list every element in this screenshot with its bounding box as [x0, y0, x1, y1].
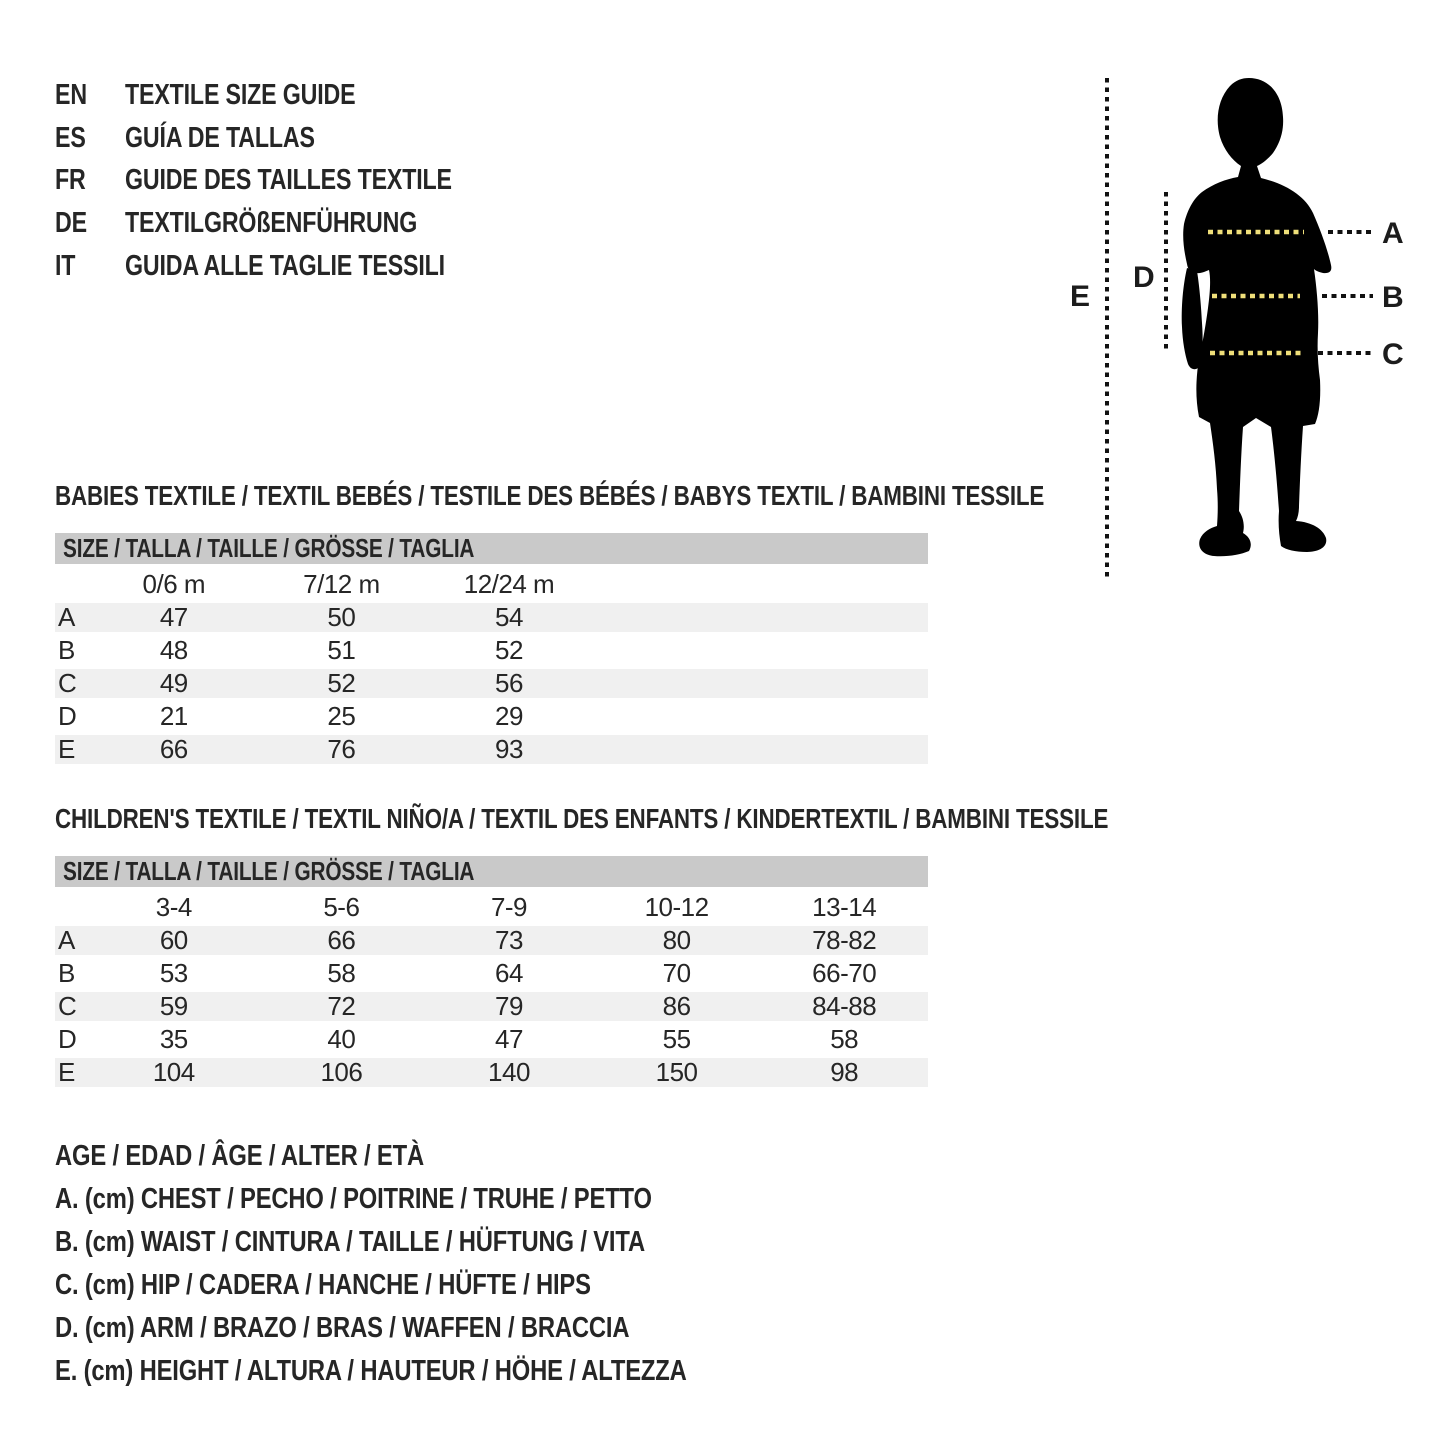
children-size-header-bar — [55, 856, 928, 887]
babies-title-text: BABIES TEXTILE / TEXTIL BEBÉS / TESTILE DES BÉBÉS / BABYS TEXTIL / BAMBINI TESSILE — [55, 480, 1045, 511]
table-row — [55, 1058, 928, 1087]
size-value-cell: 55 — [662, 1024, 691, 1054]
row-label: B — [58, 958, 75, 988]
size-value-cell: 56 — [495, 668, 523, 698]
size-value-cell: 60 — [159, 925, 188, 955]
table-row — [55, 735, 928, 764]
table-row — [55, 992, 928, 1021]
row-label: A — [58, 925, 75, 955]
row-label: D — [58, 701, 77, 731]
measure-label-b: B — [1382, 281, 1404, 314]
language-title: TEXTILGRÖßENFÜHRUNG — [125, 207, 418, 240]
size-value-cell: 51 — [327, 635, 356, 665]
size-value-cell: 78-82 — [812, 925, 877, 955]
size-value-cell: 80 — [662, 925, 691, 955]
size-value-cell: 53 — [159, 958, 188, 988]
size-value-cell: 98 — [830, 1057, 859, 1087]
legend-row-chest: A. (cm) CHEST / PECHO / POITRINE / TRUHE / PETTO — [55, 1183, 652, 1215]
table-row — [55, 926, 928, 955]
language-row — [55, 122, 534, 154]
column-header: 7/12 m — [303, 568, 380, 599]
size-value-cell: 66 — [159, 734, 188, 764]
size-header-text: SIZE / TALLA / TAILLE / GRÖSSE / TAGLIA — [63, 856, 475, 886]
size-value-cell: 25 — [327, 701, 356, 731]
size-value-cell: 50 — [327, 602, 356, 632]
children-section-title — [55, 804, 1372, 834]
size-value-cell: 70 — [662, 958, 691, 988]
measure-label-e: E — [1070, 280, 1091, 313]
language-code: FR — [55, 164, 86, 197]
language-row — [55, 207, 534, 239]
measure-label-a: A — [1382, 217, 1404, 250]
measure-label-c: C — [1382, 338, 1404, 371]
table-row — [55, 1025, 928, 1054]
babies-size-header-bar — [55, 533, 928, 564]
children-section — [55, 804, 1372, 1091]
language-title: TEXTILE SIZE GUIDE — [125, 79, 356, 111]
table-row — [55, 636, 928, 665]
row-label: B — [58, 635, 75, 665]
size-value-cell: 73 — [495, 925, 523, 955]
language-list — [55, 79, 534, 292]
size-value-cell: 54 — [495, 602, 523, 632]
legend-row-waist: B. (cm) WAIST / CINTURA / TAILLE / HÜFTUNG / VITA — [55, 1226, 645, 1258]
language-title: GUIDE DES TAILLES TEXTILE — [125, 164, 452, 197]
row-label: D — [58, 1024, 77, 1054]
row-label: A — [58, 602, 75, 632]
babies-size-table — [55, 569, 1292, 764]
size-value-cell: 72 — [327, 991, 356, 1021]
column-header: 5-6 — [323, 891, 360, 922]
language-row — [55, 250, 534, 282]
size-value-cell: 64 — [495, 958, 523, 988]
row-label: E — [58, 734, 75, 764]
size-value-cell: 47 — [495, 1024, 523, 1054]
child-silhouette-arm — [1182, 268, 1203, 369]
size-value-cell: 48 — [159, 635, 188, 665]
size-value-cell: 49 — [159, 668, 188, 698]
row-label: C — [58, 668, 77, 698]
babies-section-title — [55, 481, 1292, 511]
size-value-cell: 40 — [327, 1024, 356, 1054]
legend-row-age: AGE / EDAD / ÂGE / ALTER / ETÀ — [55, 1140, 424, 1172]
column-header: 3-4 — [155, 891, 192, 922]
size-value-cell: 106 — [320, 1057, 363, 1087]
children-size-table — [55, 892, 1372, 1087]
language-code: ES — [55, 121, 86, 154]
legend-row-arm: D. (cm) ARM / BRAZO / BRAS / WAFFEN / BRACCIA — [55, 1312, 630, 1344]
size-value-cell: 150 — [655, 1057, 698, 1087]
size-value-cell: 52 — [495, 635, 523, 665]
size-value-cell: 58 — [830, 1024, 859, 1054]
size-value-cell: 58 — [327, 958, 356, 988]
measurement-legend — [55, 1140, 825, 1398]
size-value-cell: 59 — [159, 991, 188, 1021]
column-header: 13-14 — [812, 891, 877, 922]
table-row — [55, 603, 928, 632]
size-value-cell: 66 — [327, 925, 356, 955]
row-label: C — [58, 991, 77, 1021]
legend-row-height: E. (cm) HEIGHT / ALTURA / HAUTEUR / HÖHE / ALTEZZA — [55, 1355, 687, 1387]
row-label: E — [58, 1057, 75, 1087]
size-value-cell: 76 — [327, 734, 356, 764]
size-header-text: SIZE / TALLA / TAILLE / GRÖSSE / TAGLIA — [63, 533, 475, 563]
size-value-cell: 35 — [159, 1024, 188, 1054]
legend-row-hip: C. (cm) HIP / CADERA / HANCHE / HÜFTE / HIPS — [55, 1269, 591, 1301]
language-row — [55, 79, 534, 111]
table-header-row — [55, 892, 928, 922]
size-value-cell: 79 — [495, 991, 523, 1021]
size-value-cell: 86 — [662, 991, 691, 1021]
size-value-cell: 104 — [152, 1057, 195, 1087]
size-value-cell: 140 — [488, 1057, 530, 1087]
column-header: 10-12 — [644, 891, 709, 922]
size-value-cell: 29 — [495, 701, 523, 731]
table-header-row — [55, 569, 928, 599]
language-title: GUÍA DE TALLAS — [125, 121, 315, 154]
table-row — [55, 959, 928, 988]
language-code: IT — [55, 249, 76, 282]
table-row — [55, 669, 928, 698]
language-row — [55, 164, 534, 196]
size-value-cell: 21 — [159, 701, 188, 731]
column-header: 0/6 m — [142, 568, 206, 599]
babies-section — [55, 481, 1292, 768]
language-code: EN — [55, 79, 87, 111]
table-row — [55, 702, 928, 731]
size-value-cell: 52 — [327, 668, 356, 698]
column-header: 7-9 — [490, 891, 528, 922]
size-value-cell: 84-88 — [812, 991, 877, 1021]
size-value-cell: 47 — [159, 602, 188, 632]
measure-label-d: D — [1133, 261, 1155, 294]
size-value-cell: 66-70 — [812, 958, 877, 988]
language-code: DE — [55, 207, 87, 240]
children-title-text: CHILDREN'S TEXTILE / TEXTIL NIÑO/A / TEXTIL DES ENFANTS / KINDERTEXTIL / BAMBINI TESSILE — [55, 803, 1109, 834]
column-header: 12/24 m — [463, 568, 555, 599]
language-title: GUIDA ALLE TAGLIE TESSILI — [125, 249, 445, 282]
size-value-cell: 93 — [495, 734, 523, 764]
